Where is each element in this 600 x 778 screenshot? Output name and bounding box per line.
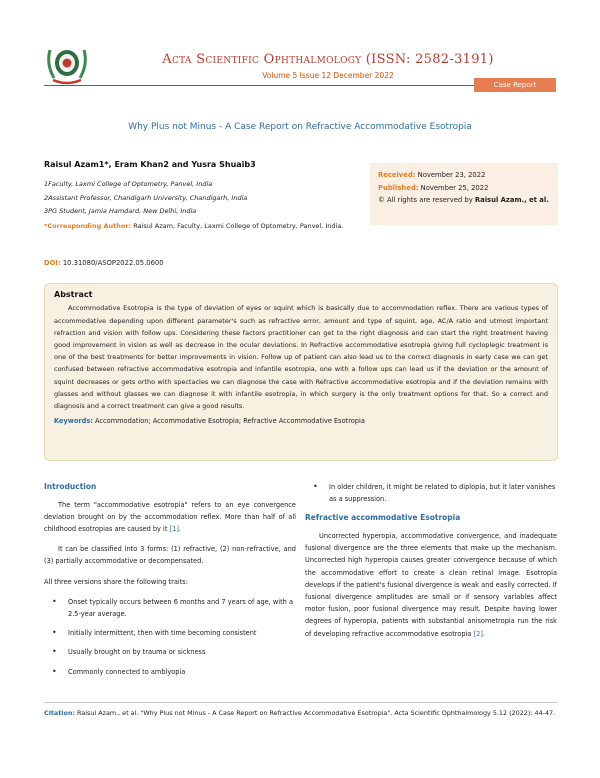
list-item: • Commonly connected to amblyopia <box>44 666 296 678</box>
traits-list <box>44 596 296 678</box>
rights-text: © All rights are reserved by <box>378 196 473 204</box>
list-item: • In older children, it might be related to diplopia, but it later vanishes as a suppression. <box>305 481 557 505</box>
list-item: • Initially intermittent, then with time becoming consistent <box>44 627 296 639</box>
citation-text: Raisul Azam., et al. "Why Plus not Minus - A Case Report on Refractive Accommodative Esotropia". Acta Scientific Ophthalmology 5.12 (2022): 44-47. <box>77 709 556 717</box>
published-date: November 25, 2022 <box>420 183 489 192</box>
journal-issue: Volume 5 Issue 12 December 2022 <box>262 71 394 80</box>
affiliation: 3PG Student, Jamia Hamdard, New Delhi, India <box>44 207 197 215</box>
keywords-label: Keywords: <box>54 417 93 426</box>
right-column <box>305 481 557 648</box>
corresponding-author <box>44 220 350 233</box>
journal-logo <box>42 42 92 86</box>
affiliation: 2Assistant Professor, Chandigarh University, Chandigarh, India <box>44 193 248 202</box>
traits-list-continued <box>305 481 557 505</box>
abstract-box <box>44 283 558 461</box>
corresponding-label: *Corresponding Author: <box>44 222 132 230</box>
doi-label: DOI: <box>44 259 61 267</box>
article-type-badge: Case Report <box>474 78 556 92</box>
paper-title: Why Plus not Minus - A Case Report on Refractive Accommodative Esotropia <box>128 122 472 132</box>
list-item: • Usually brought on by trauma or sickness <box>44 646 296 658</box>
refractive-section-heading: Refractive accommodative Esotropia <box>305 513 461 523</box>
header-divider <box>44 85 474 86</box>
author-list: Raisul Azam1*, Eram Khan2 and Yusra Shuaib3 <box>44 160 256 169</box>
citation <box>44 707 558 719</box>
citation-label: Citation: <box>44 709 75 717</box>
introduction-heading: Introduction <box>44 482 97 491</box>
intro-paragraph <box>44 499 296 536</box>
list-item: • Onset typically occurs between 6 months and 7 years of age, with a 2.5-year average. <box>44 596 296 620</box>
doi-link[interactable]: 10.31080/ASOP2022.05.0600 <box>62 259 164 267</box>
affiliation: 1Faculty, Laxmi College of Optometry, Panvel, India <box>44 180 213 188</box>
laurel-emblem-icon <box>42 42 92 86</box>
journal-title: Acta Scientific Ophthalmology (ISSN: 2582-3191) <box>162 52 494 67</box>
corresponding-text: Raisul Azam, Faculty, Laxmi College of Optometry, Panvel, India. <box>133 222 344 230</box>
left-column <box>44 481 296 685</box>
mechanism-text: Uncorrected hyperopia, accommodative convergence, and inadequate fusional divergence are the three elements that make up the mechanism. Uncorrected high hyperopia causes greater convergence because of which the accommodative effort to create a clean retinal image. Esotropia develops if the patient's fusional divergence is weak and easily corrected. If fusional divergence amplitudes are small or if sensory variables affect motor fusion, poor fusional divergence may result. Despite having lower degrees of hyperopia, patients with substantial anisometropia run the risk of developing refractive accommodative esotropia <box>305 532 557 638</box>
received-label: Received: <box>378 171 416 179</box>
classification-paragraph: It can be classified into 3 forms: (1) refractive, (2) non-refractive, and (3) partially accommodative or decompensated. <box>44 545 296 566</box>
abstract-text: Accommodative Esotropia is the type of deviation of eyes or squint which is basically due to accommodation reflex. There are various types of accommodative depending upon different parameter's such as refractive error, amount and type of squint, age, AC/A ratio and utmost important refraction and vision with follow ups. Considering these factors practitioner can get to the right diagnosis and can start the right treatment having good improvement in vision as well as decrease in the ocular deviations. In Refractive accommodative esotropia giving full cycloplegic treatment is one of the best treatments for better improvements in vision. Follow up of patient can also lead us to the correct diagnosis in early case we can get confused between refractive accommodative esotropia and infantile esotropia, one with a follow ups can lead us if the deviation or the amount of squint decreases or gets ortho with spectacles we can diagnose the case with Refractive accommodative esotropia and if the deviation remains with glasses and without glasses we can diagnose it with infantile esotropia, in which surgery is the only treatment options for that. So a correct and diagnosis and a correct treatment can give a good results. <box>54 304 548 411</box>
affiliations <box>44 178 344 219</box>
intro-paragraph-text: The term "accommodative esotropia" refers to an eye convergence deviation brought on by the accommodation reflex. More than half of all childhood esotropias are caused by it <box>44 500 296 534</box>
traits-intro: All three versions share the following traits: <box>44 577 188 586</box>
keywords-text: Accommodation; Accommodative Esotropia; Refractive Accommodative Esotropia <box>95 417 365 426</box>
received-date: November 23, 2022 <box>417 171 486 179</box>
reference-link[interactable]: [1]. <box>169 525 182 534</box>
doi <box>44 258 164 269</box>
footer-divider <box>44 702 558 703</box>
publication-dates-box <box>370 163 558 225</box>
mechanism-paragraph <box>305 530 557 640</box>
rights-holder: Raisul Azam., et al. <box>474 196 549 204</box>
keywords <box>54 416 548 426</box>
abstract-heading: Abstract <box>54 290 93 299</box>
reference-link[interactable]: [2]. <box>473 629 486 638</box>
published-label: Published: <box>378 183 419 192</box>
